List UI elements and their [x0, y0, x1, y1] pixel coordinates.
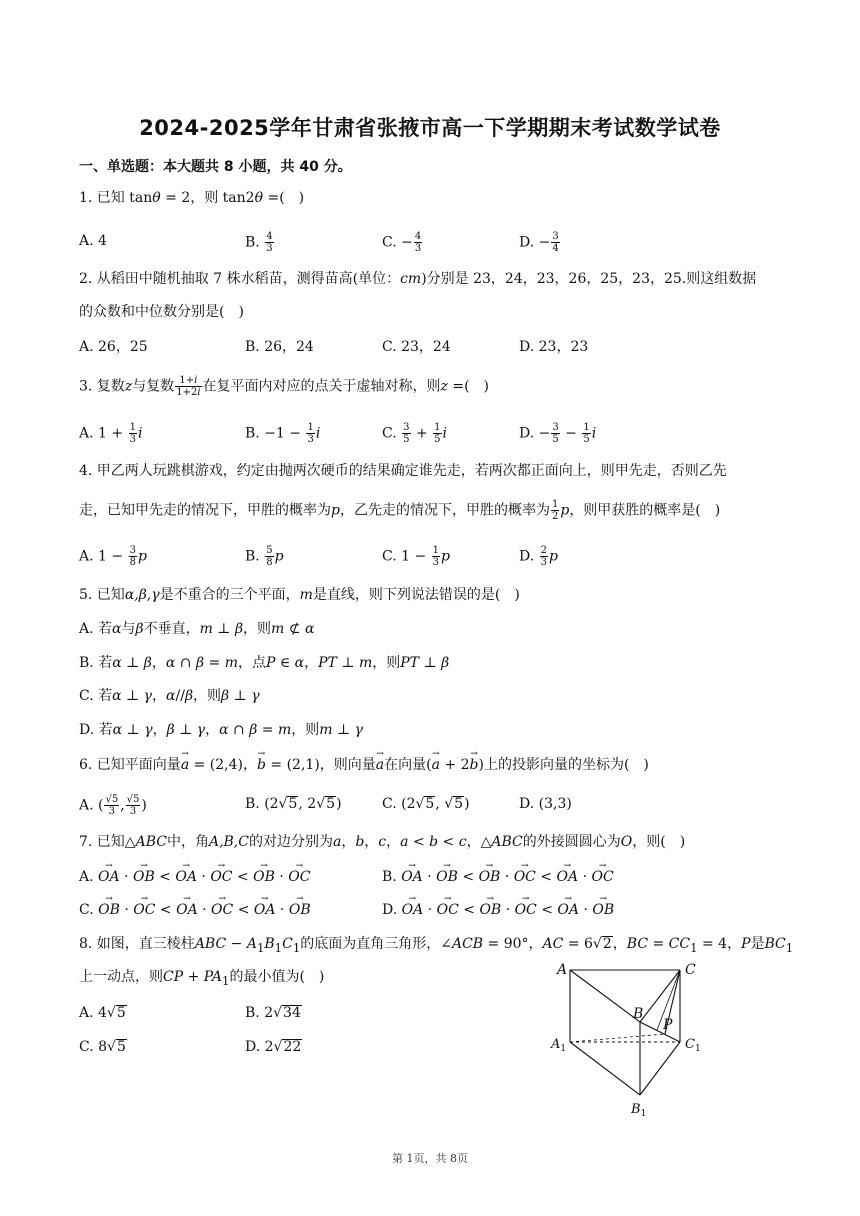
page-title: 2024-2025学年甘肃省张掖市高一下学期期末考试数学试卷 [139, 116, 721, 140]
label-b1: $B_1$ [631, 1102, 647, 1119]
q7-option-b: B. → OA · → OB < → OB · → OC < → OA · → OC [382, 867, 614, 887]
q5-option-b: B. 若α ⊥ β，α ∩ β = m，点P ∈ α，PT ⊥ m，则PT ⊥ β [79, 655, 450, 671]
section-heading: 一、单选题：本大题共 8 小题，共 40 分。 [79, 159, 352, 175]
edge-a1b1 [570, 1042, 640, 1095]
q5-stem: 5. 已知α,β,γ是不重合的三个平面，m是直线，则下列说法错误的是( ) [79, 587, 520, 603]
label-a: A [557, 962, 568, 978]
q3-option-c: C. $\frac{3}{5}$ + $\frac{1}{5}$ i [382, 422, 447, 445]
edge-ab [570, 970, 640, 1022]
q3-option-a: A. 1 + $\frac{1}{3}$ i [79, 422, 143, 445]
segment-a1p [570, 1034, 665, 1042]
q3-option-d: D. − $\frac{3}{5}$ − $\frac{1}{5}$ i [519, 422, 597, 445]
label-c: C [685, 962, 696, 978]
q4-stem-line1: 4. 甲乙两人玩跳棋游戏，约定由抛两次硬币的结果确定谁先走，若两次都正面向上，则甲先走，否则乙先 [79, 463, 727, 479]
q8-stem-line2: 上一动点，则CP + $PA_1$的最小值为( ) [79, 969, 325, 988]
q5-option-c: C. 若α ⊥ γ，α//β，则β ⊥ γ [79, 688, 260, 704]
q6-option-c: C. (2√5, √5) [382, 796, 470, 812]
edge-bc1 [640, 1022, 680, 1042]
q1-option-a: A. 4 [79, 233, 107, 249]
label-b: B [633, 1006, 644, 1022]
q8-option-d: D. 2√22 [245, 1039, 302, 1055]
q2-option-a: A. 26，25 [79, 339, 148, 355]
q5-option-a: A. 若α与β不垂直，m ⊥ β，则m ⊄ α [79, 621, 315, 637]
label-c1: $C_1$ [685, 1037, 701, 1054]
prism-figure [545, 950, 720, 1120]
q4-option-b: B. $\frac{5}{8}$ p [245, 545, 284, 568]
q2-option-b: B. 26，24 [245, 339, 314, 355]
q2-option-d: D. 23，23 [519, 339, 589, 355]
label-p: P [663, 1017, 673, 1033]
q1-option-d: D. − $\frac{3}{4}$ [519, 231, 559, 254]
q4-option-d: D. $\frac{2}{3}$ p [519, 545, 558, 568]
q4-option-c: C. 1 − $\frac{1}{3}$ p [382, 545, 450, 568]
q7-option-c: C. → OB · → OC < → OA · → OC < → OA · → OB [79, 900, 311, 920]
label-a1: $A_1$ [551, 1037, 567, 1054]
q8-option-c: C. 8√5 [79, 1039, 126, 1055]
q1-option-c: C. − $\frac{4}{3}$ [382, 231, 422, 254]
q8-option-a: A. 4√5 [79, 1005, 126, 1021]
q1-option-b: B. $\frac{4}{3}$ [245, 231, 273, 254]
q4-stem-line2: 走，已知甲先走的情况下，甲胜的概率为p，乙先走的情况下，甲胜的概率为 $\frac{1}{2}$ p，则甲获胜的概率是( ) [79, 499, 721, 522]
q1-stem: 1. 已知 tanθ = 2，则 tan2θ =( ) [79, 190, 305, 206]
q6-option-a: A. ( $\frac{√5}{3}$ , $\frac{√5}{3}$ ) [79, 794, 147, 817]
q7-option-a: A. → OA · → OB < → OA · → OC < → OB · → OC [79, 867, 311, 887]
q2-stem-line2: 的众数和中位数分别是( ) [79, 304, 244, 320]
q6-option-d: D. (3,3) [519, 796, 572, 812]
q7-option-d: D. → OA · → OC < → OB · → OC < → OA · → OB [382, 900, 614, 920]
edge-b1c1 [640, 1042, 680, 1095]
q7-stem: 7. 已知△ABC中，角A,B,C的对边分别为a，b，c，a < b < c，△ABC的外接圆圆心为O，则( ) [79, 834, 686, 850]
q2-option-c: C. 23，24 [382, 339, 451, 355]
q2-stem-line1: 2. 从稻田中随机抽取 7 株水稻苗，测得苗高(单位：cm)分别是 23，24，23，26，25，23，25.则这组数据 [79, 271, 757, 287]
page-footer: 第 1页，共 8页 [392, 1152, 468, 1165]
q4-option-a: A. 1 − $\frac{3}{8}$ p [79, 545, 147, 568]
q3-option-b: B. −1 − $\frac{1}{3}$ i [245, 422, 321, 445]
q5-option-d: D. 若α ⊥ γ，β ⊥ γ，α ∩ β = m，则m ⊥ γ [79, 722, 363, 738]
q3-stem: 3. 复数z与复数 $\frac{1+i}{1+2i}$ 在复平面内对应的点关于虚轴对称，则z =( ) [79, 375, 490, 398]
q6-stem: 6. 已知平面向量→ a = (2,4)，→ b = (2,1)，则向量→ a在向量(→ a + 2→ b)上的投影向量的坐标为( ) [79, 755, 649, 775]
q8-option-b: B. 2√34 [245, 1005, 301, 1021]
q6-option-b: B. (2√5, 2√5) [245, 796, 342, 812]
q8-stem-line1: 8. 如图，直三棱柱ABC − $A_1B_1C_1$的底面为直角三角形，∠ACB = 90°，AC = 6√2，BC = $CC_1 = 4$，P是$BC_1$ [79, 936, 794, 955]
